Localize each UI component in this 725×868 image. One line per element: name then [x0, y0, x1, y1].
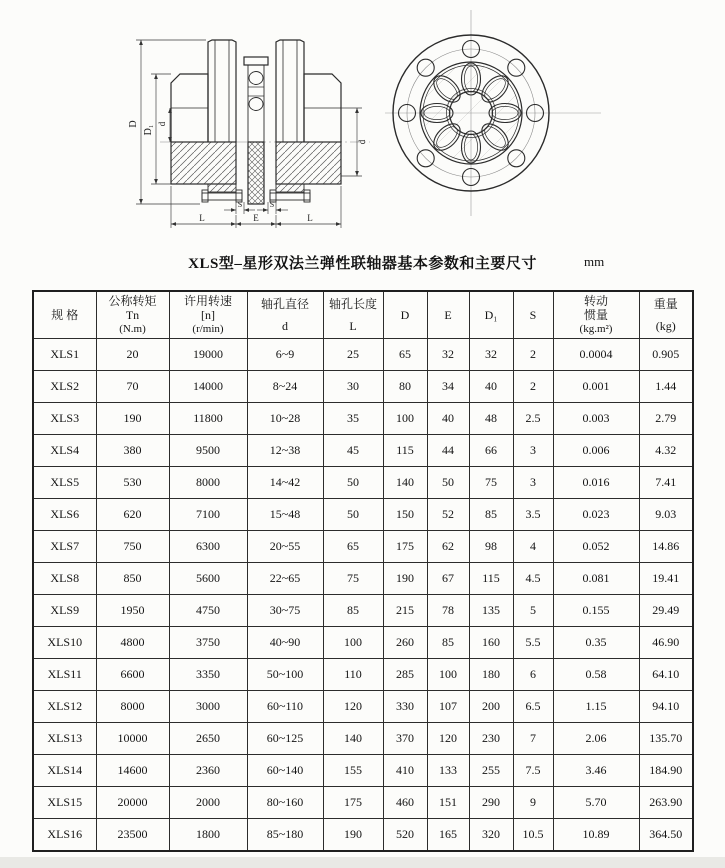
value-cell: 62	[427, 531, 469, 563]
value-cell: 151	[427, 787, 469, 819]
value-cell: 320	[469, 819, 513, 852]
value-cell: 0.023	[553, 499, 639, 531]
spec-cell: XLS10	[33, 627, 96, 659]
value-cell: 2	[513, 339, 553, 371]
spec-cell: XLS1	[33, 339, 96, 371]
value-cell: 1.15	[553, 691, 639, 723]
header-line: 许用转速	[183, 293, 232, 308]
value-cell: 34	[427, 371, 469, 403]
table-row	[33, 531, 693, 563]
value-cell: 140	[323, 723, 383, 755]
table-row	[33, 819, 693, 852]
spec-cell: XLS14	[33, 755, 96, 787]
dim-label-d-left: d	[157, 121, 167, 127]
value-cell: 9500	[169, 435, 247, 467]
value-cell: 75	[469, 467, 513, 499]
value-cell: 78	[427, 595, 469, 627]
value-cell: 5600	[169, 563, 247, 595]
spec-cell: XLS3	[33, 403, 96, 435]
value-cell: 380	[96, 435, 169, 467]
header-line: 规 格	[51, 307, 79, 322]
header-line: Tn	[125, 308, 140, 323]
value-cell: 23500	[96, 819, 169, 852]
value-cell: 85	[323, 595, 383, 627]
value-cell: 3	[513, 435, 553, 467]
value-cell: 60~110	[247, 691, 323, 723]
spec-cell: XLS4	[33, 435, 96, 467]
value-cell: 100	[427, 659, 469, 691]
value-cell: 7.5	[513, 755, 553, 787]
value-cell: 4.32	[639, 435, 693, 467]
value-cell: 135	[469, 595, 513, 627]
value-cell: 115	[383, 435, 427, 467]
value-cell: 370	[383, 723, 427, 755]
spec-cell: XLS9	[33, 595, 96, 627]
value-cell: 0.905	[639, 339, 693, 371]
value-cell: 3000	[169, 691, 247, 723]
table-row	[33, 339, 693, 371]
value-cell: 165	[427, 819, 469, 852]
value-cell: 255	[469, 755, 513, 787]
table-row	[33, 755, 693, 787]
spec-cell: XLS11	[33, 659, 96, 691]
value-cell: 85~180	[247, 819, 323, 852]
value-cell: 8000	[96, 691, 169, 723]
header-line: (N.m)	[119, 322, 146, 335]
header-line: 转动	[583, 293, 608, 308]
value-cell: 20	[96, 339, 169, 371]
table-row	[33, 787, 693, 819]
dim-label-D: D	[128, 120, 139, 128]
value-cell: 850	[96, 563, 169, 595]
value-cell: 14~42	[247, 467, 323, 499]
value-cell: 65	[383, 339, 427, 371]
value-cell: 6600	[96, 659, 169, 691]
value-cell: 50	[323, 499, 383, 531]
spec-cell: XLS2	[33, 371, 96, 403]
unit-label: mm	[584, 254, 605, 269]
value-cell: 20~55	[247, 531, 323, 563]
value-cell: 175	[323, 787, 383, 819]
value-cell: 3.5	[513, 499, 553, 531]
value-cell: 120	[427, 723, 469, 755]
header-line: L	[349, 318, 357, 333]
table-row	[33, 435, 693, 467]
table-row	[33, 467, 693, 499]
header-line: 惯量	[583, 308, 608, 323]
table-row	[33, 403, 693, 435]
col-header-torque	[96, 291, 169, 339]
value-cell: 410	[383, 755, 427, 787]
value-cell: 0.155	[553, 595, 639, 627]
value-cell: 530	[96, 467, 169, 499]
value-cell: 140	[383, 467, 427, 499]
value-cell: 14.86	[639, 531, 693, 563]
value-cell: 190	[323, 819, 383, 852]
value-cell: 2	[513, 371, 553, 403]
value-cell: 67	[427, 563, 469, 595]
dim-label-d-right: d	[357, 139, 367, 145]
dim-label-L-right: L	[307, 213, 313, 223]
value-cell: 0.0004	[553, 339, 639, 371]
value-cell: 50	[323, 467, 383, 499]
value-cell: 11800	[169, 403, 247, 435]
value-cell: 135.70	[639, 723, 693, 755]
col-header-inertia	[553, 291, 639, 339]
value-cell: 4.5	[513, 563, 553, 595]
value-cell: 45	[323, 435, 383, 467]
value-cell: 750	[96, 531, 169, 563]
value-cell: 3350	[169, 659, 247, 691]
value-cell: 46.90	[639, 627, 693, 659]
header-line: 公称转矩	[108, 293, 157, 308]
value-cell: 15~48	[247, 499, 323, 531]
value-cell: 3	[513, 467, 553, 499]
dim-label-D1: D₁	[143, 124, 154, 136]
value-cell: 44	[427, 435, 469, 467]
value-cell: 115	[469, 563, 513, 595]
value-cell: 25	[323, 339, 383, 371]
value-cell: 520	[383, 819, 427, 852]
value-cell: 40	[427, 403, 469, 435]
value-cell: 20000	[96, 787, 169, 819]
value-cell: 66	[469, 435, 513, 467]
table-row	[33, 595, 693, 627]
value-cell: 190	[383, 563, 427, 595]
value-cell: 52	[427, 499, 469, 531]
value-cell: 19000	[169, 339, 247, 371]
value-cell: 5.5	[513, 627, 553, 659]
value-cell: 5.70	[553, 787, 639, 819]
value-cell: 155	[323, 755, 383, 787]
value-cell: 3750	[169, 627, 247, 659]
value-cell: 85	[469, 499, 513, 531]
value-cell: 620	[96, 499, 169, 531]
value-cell: 2.79	[639, 403, 693, 435]
spec-cell: XLS5	[33, 467, 96, 499]
header-line: D	[400, 307, 410, 322]
value-cell: 14000	[169, 371, 247, 403]
col-header-spec	[33, 291, 96, 339]
value-cell: 10~28	[247, 403, 323, 435]
header-line: E	[444, 307, 452, 322]
value-cell: 75	[323, 563, 383, 595]
table-row	[33, 627, 693, 659]
value-cell: 29.49	[639, 595, 693, 627]
value-cell: 0.081	[553, 563, 639, 595]
value-cell: 80~160	[247, 787, 323, 819]
value-cell: 7	[513, 723, 553, 755]
value-cell: 60~125	[247, 723, 323, 755]
value-cell: 180	[469, 659, 513, 691]
header-line: d	[282, 318, 288, 333]
value-cell: 330	[383, 691, 427, 723]
col-header-D1	[469, 291, 513, 339]
value-cell: 110	[323, 659, 383, 691]
spec-cell: XLS16	[33, 819, 96, 852]
page-edge-strip	[0, 857, 725, 868]
value-cell: 1800	[169, 819, 247, 852]
value-cell: 0.001	[553, 371, 639, 403]
header-line: (kg)	[655, 318, 676, 333]
coupling-outline	[171, 40, 341, 204]
value-cell: 6	[513, 659, 553, 691]
value-cell: 10.89	[553, 819, 639, 852]
value-cell: 85	[427, 627, 469, 659]
value-cell: 190	[96, 403, 169, 435]
value-cell: 50	[427, 467, 469, 499]
value-cell: 120	[323, 691, 383, 723]
value-cell: 0.003	[553, 403, 639, 435]
parameters-table	[32, 290, 694, 852]
header-line: (kg.m²)	[579, 322, 613, 335]
value-cell: 8~24	[247, 371, 323, 403]
value-cell: 12~38	[247, 435, 323, 467]
header-line: (r/min)	[192, 322, 224, 335]
value-cell: 0.58	[553, 659, 639, 691]
value-cell: 0.35	[553, 627, 639, 659]
value-cell: 1950	[96, 595, 169, 627]
value-cell: 0.006	[553, 435, 639, 467]
value-cell: 32	[427, 339, 469, 371]
value-cell: 35	[323, 403, 383, 435]
value-cell: 50~100	[247, 659, 323, 691]
value-cell: 4750	[169, 595, 247, 627]
value-cell: 30~75	[247, 595, 323, 627]
value-cell: 460	[383, 787, 427, 819]
col-header-E	[427, 291, 469, 339]
value-cell: 215	[383, 595, 427, 627]
value-cell: 19.41	[639, 563, 693, 595]
value-cell: 2.5	[513, 403, 553, 435]
value-cell: 364.50	[639, 819, 693, 852]
table-row	[33, 499, 693, 531]
value-cell: 184.90	[639, 755, 693, 787]
value-cell: 100	[323, 627, 383, 659]
value-cell: 32	[469, 339, 513, 371]
header-line: S	[529, 307, 537, 322]
header-line: [n]	[201, 308, 215, 323]
value-cell: 10000	[96, 723, 169, 755]
dim-label-S-right: S	[269, 200, 275, 209]
value-cell: 7.41	[639, 467, 693, 499]
value-cell: 6.5	[513, 691, 553, 723]
spec-cell: XLS6	[33, 499, 96, 531]
table-row	[33, 691, 693, 723]
dim-label-L-left: L	[199, 213, 205, 223]
value-cell: 150	[383, 499, 427, 531]
table-row	[33, 723, 693, 755]
value-cell: 0.052	[553, 531, 639, 563]
value-cell: 0.016	[553, 467, 639, 499]
value-cell: 4	[513, 531, 553, 563]
value-cell: 40~90	[247, 627, 323, 659]
header-row	[33, 291, 693, 339]
table-row	[33, 371, 693, 403]
value-cell: 3.46	[553, 755, 639, 787]
value-cell: 9	[513, 787, 553, 819]
value-cell: 285	[383, 659, 427, 691]
value-cell: 6300	[169, 531, 247, 563]
spec-cell: XLS13	[33, 723, 96, 755]
value-cell: 107	[427, 691, 469, 723]
col-header-length	[323, 291, 383, 339]
value-cell: 22~65	[247, 563, 323, 595]
value-cell: 1.44	[639, 371, 693, 403]
col-header-weight	[639, 291, 693, 339]
header-line: 轴孔直径	[260, 296, 309, 311]
col-header-S	[513, 291, 553, 339]
col-header-speed	[169, 291, 247, 339]
spec-cell: XLS12	[33, 691, 96, 723]
col-header-D	[383, 291, 427, 339]
value-cell: 6~9	[247, 339, 323, 371]
value-cell: 70	[96, 371, 169, 403]
value-cell: 263.90	[639, 787, 693, 819]
value-cell: 10.5	[513, 819, 553, 852]
value-cell: 2360	[169, 755, 247, 787]
value-cell: 64.10	[639, 659, 693, 691]
table-body	[33, 339, 693, 852]
value-cell: 60~140	[247, 755, 323, 787]
value-cell: 100	[383, 403, 427, 435]
value-cell: 40	[469, 371, 513, 403]
col-header-bore	[247, 291, 323, 339]
value-cell: 200	[469, 691, 513, 723]
section-view-drawing	[96, 12, 401, 237]
value-cell: 48	[469, 403, 513, 435]
flange-view-drawing	[383, 8, 603, 220]
value-cell: 160	[469, 627, 513, 659]
spec-cell: XLS15	[33, 787, 96, 819]
value-cell: 14600	[96, 755, 169, 787]
value-cell: 94.10	[639, 691, 693, 723]
spec-cell: XLS7	[33, 531, 96, 563]
value-cell: 290	[469, 787, 513, 819]
spec-cell: XLS8	[33, 563, 96, 595]
table-row	[33, 563, 693, 595]
value-cell: 65	[323, 531, 383, 563]
header-line: 重量	[653, 296, 678, 311]
value-cell: 2650	[169, 723, 247, 755]
value-cell: 98	[469, 531, 513, 563]
value-cell: 230	[469, 723, 513, 755]
value-cell: 4800	[96, 627, 169, 659]
value-cell: 5	[513, 595, 553, 627]
value-cell: 30	[323, 371, 383, 403]
value-cell: 133	[427, 755, 469, 787]
value-cell: 2000	[169, 787, 247, 819]
value-cell: 260	[383, 627, 427, 659]
dim-label-E: E	[253, 213, 259, 223]
value-cell: 8000	[169, 467, 247, 499]
value-cell: 175	[383, 531, 427, 563]
title-row	[0, 252, 725, 274]
dim-label-S-left: S	[237, 200, 243, 209]
value-cell: 2.06	[553, 723, 639, 755]
header-line: D₁	[484, 307, 498, 322]
page-title: XLS型–星形双法兰弹性联轴器基本参数和主要尺寸	[188, 256, 537, 272]
value-cell: 80	[383, 371, 427, 403]
header-line: 轴孔长度	[328, 296, 377, 311]
table-row	[33, 659, 693, 691]
value-cell: 7100	[169, 499, 247, 531]
value-cell: 9.03	[639, 499, 693, 531]
